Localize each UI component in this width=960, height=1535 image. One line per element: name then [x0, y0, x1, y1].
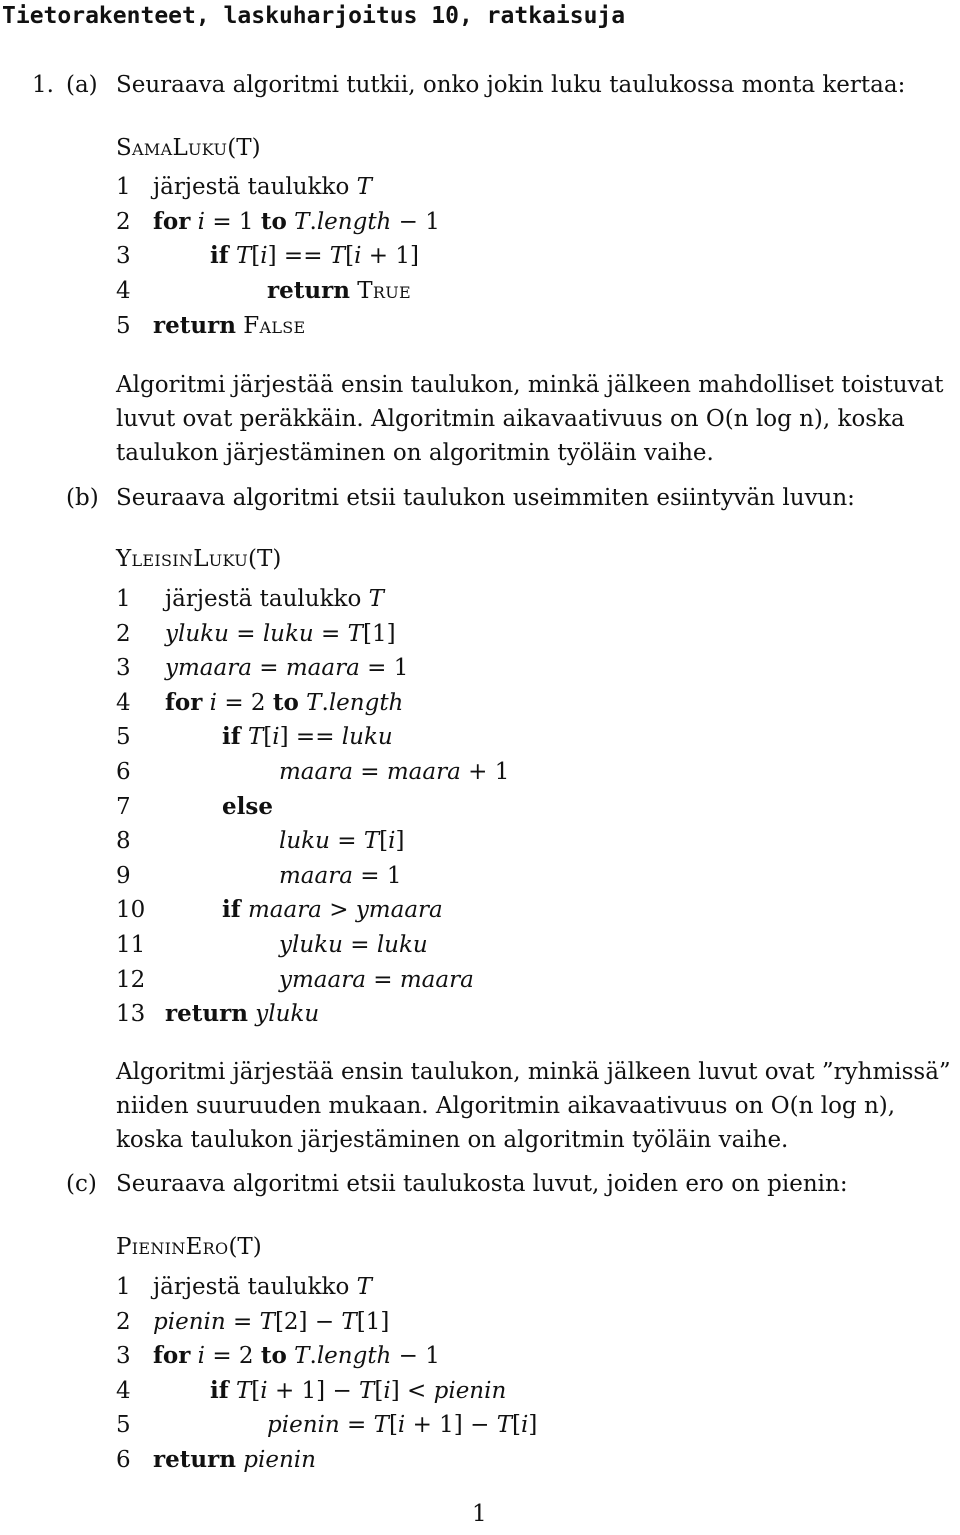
part-a-label: (a): [66, 72, 98, 98]
code-text: yluku = luku: [279, 932, 428, 958]
line-number: 11: [116, 932, 146, 958]
code-text: for i = 2 to T.length: [165, 688, 404, 716]
line-number: 7: [116, 793, 131, 820]
algorithm-name: SamaLuku: [116, 135, 228, 161]
part-a-intro: Seuraava algoritmi tutkii, onko jokin luku taulukossa monta kertaa:: [116, 72, 906, 98]
code-text: maara = 1: [279, 862, 402, 889]
part-b-intro: Seuraava algoritmi etsii taulukon useimmiten esiintyvän luvun:: [116, 485, 855, 511]
algorithm-name: YleisinLuku: [116, 546, 249, 572]
line-number: 2: [116, 620, 131, 647]
line-number: 1: [116, 174, 131, 200]
code-text: ymaara = maara: [279, 966, 474, 993]
line-number: 4: [116, 278, 131, 305]
line-number: 2: [116, 1308, 131, 1335]
code-text: järjestä taulukko T: [153, 1274, 372, 1300]
line-number: 10: [116, 897, 146, 924]
code-text: return False: [153, 311, 306, 339]
code-text: return pienin: [153, 1446, 316, 1473]
line-number: 6: [116, 759, 131, 785]
code-text: ymaara = maara = 1: [165, 655, 409, 682]
page-title: Tietorakenteet, laskuharjoitus 10, ratkaisuja: [2, 3, 626, 29]
part-b-label: (b): [66, 485, 99, 511]
code-text: for i = 2 to T.length − 1: [153, 1342, 440, 1370]
algorithm-header-a: [116, 131, 261, 165]
line-number: 2: [116, 208, 131, 235]
line-number: 4: [116, 689, 131, 716]
line-number: 3: [116, 1343, 131, 1370]
code-text: pienin = T[i + 1] − T[i]: [267, 1412, 538, 1439]
algorithm-arg: (T): [227, 135, 261, 161]
line-number: 3: [116, 243, 131, 270]
algorithm-header-b: [116, 542, 281, 576]
code-text: return yluku: [165, 1000, 320, 1028]
code-text: if maara > ymaara: [222, 896, 443, 924]
code-text: yluku = luku = T[1]: [165, 620, 396, 647]
code-text: return True: [267, 277, 412, 305]
line-number: 1: [116, 586, 131, 612]
code-text: if T[i + 1] − T[i] < pienin: [210, 1376, 507, 1404]
algorithm-name: PieninEro: [116, 1234, 229, 1260]
algorithm-arg: (T): [248, 546, 282, 572]
part-b-explanation: Algoritmi järjestää ensin taulukon, minkä jälkeen luvut ovat ”ryhmissä” niiden suuruuden mukaan. Algoritmin aikavaativuus on O(n log n), koska taulukon järjestäminen on algoritmin työläin vaihe.: [116, 1059, 951, 1153]
line-number: 13: [116, 1001, 146, 1028]
line-number: 4: [116, 1377, 131, 1404]
line-number: 1: [116, 1274, 131, 1300]
line-number: 9: [116, 862, 131, 889]
algorithm-header-c: [116, 1230, 262, 1264]
line-number: 5: [116, 312, 131, 339]
code-text: järjestä taulukko T: [153, 174, 372, 200]
code-text: if T[i] == T[i + 1]: [210, 242, 419, 270]
code-text: else: [222, 792, 273, 820]
page-number: 1: [472, 1501, 487, 1527]
code-text: maara = maara + 1: [279, 759, 510, 785]
line-number: 12: [116, 966, 146, 993]
code-text: if T[i] == luku: [222, 723, 393, 751]
code-text: järjestä taulukko T: [165, 586, 384, 612]
code-text: for i = 1 to T.length − 1: [153, 207, 440, 235]
code-text: pienin = T[2] − T[1]: [153, 1308, 390, 1335]
algorithm-arg: (T): [228, 1234, 262, 1260]
part-c-label: (c): [66, 1171, 97, 1197]
line-number: 6: [116, 1447, 131, 1473]
line-number: 8: [116, 828, 131, 855]
part-a-explanation: Algoritmi järjestää ensin taulukon, minkä jälkeen mahdolliset toistuvat luvut ovat peräkkäin. Algoritmin aikavaativuus on O(n log n), koska taulukon järjestäminen on algoritmin työläin vaihe.: [116, 372, 944, 466]
code-text: luku = T[i]: [279, 828, 405, 855]
line-number: 5: [116, 724, 131, 751]
part-c-intro: Seuraava algoritmi etsii taulukosta luvut, joiden ero on pienin:: [116, 1171, 848, 1197]
line-number: 5: [116, 1412, 131, 1439]
line-number: 3: [116, 655, 131, 682]
item-number: 1.: [32, 72, 54, 98]
